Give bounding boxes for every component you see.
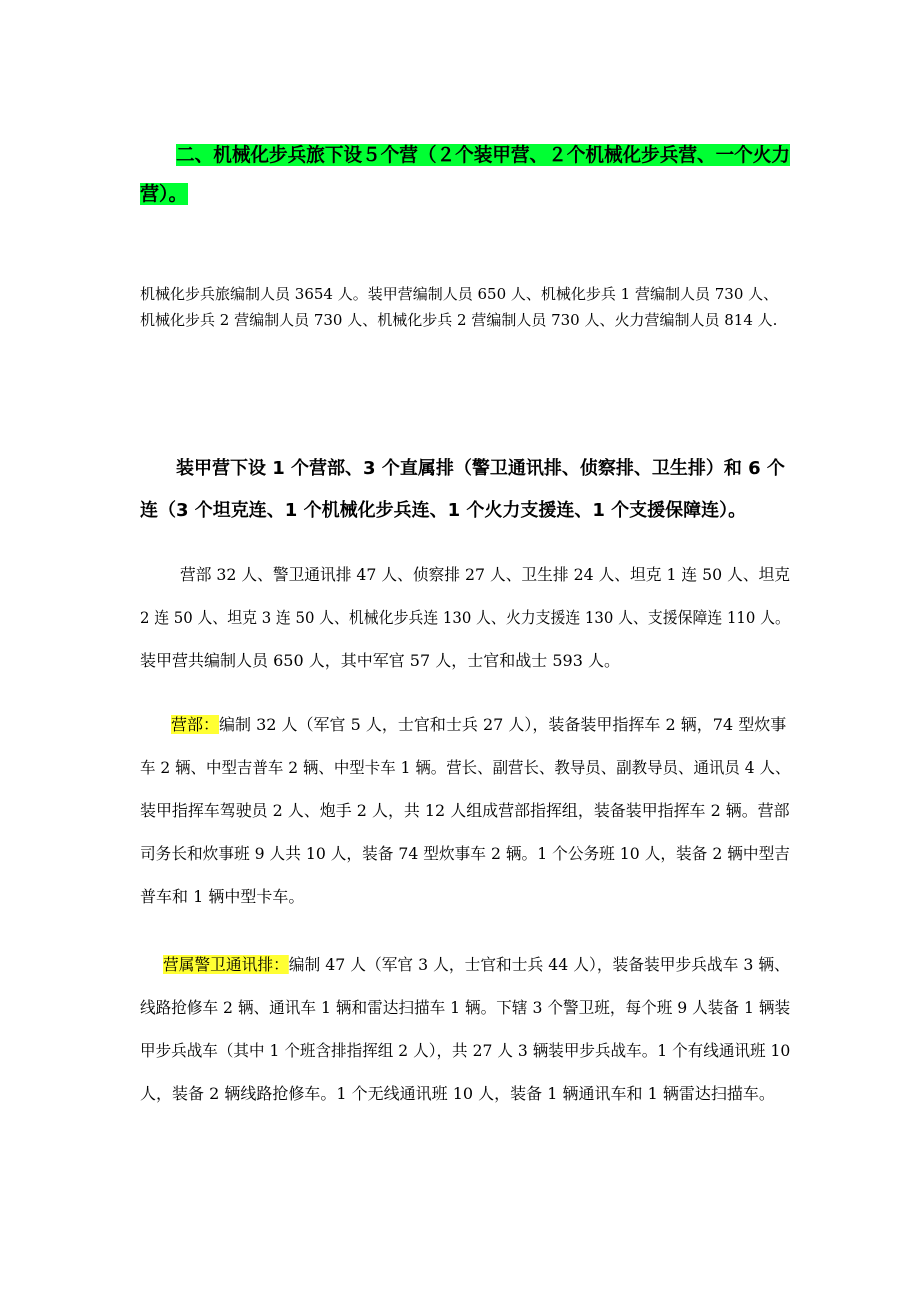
hq-paragraph-line-5: 普车和 1 辆中型卡车。 — [140, 887, 305, 906]
hq-paragraph-line-3: 装甲指挥车驾驶员 2 人、炮手 2 人，共 12 人组成营部指挥组，装备装甲指挥车 2 辆。营部 — [140, 801, 790, 820]
battalion-staffing-line-1: 营部 32 人、警卫通讯排 47 人、侦察排 27 人、卫生排 24 人、坦克 1 连 50 人、坦克 — [180, 565, 791, 584]
hq-paragraph-line-4: 司务长和炊事班 9 人共 10 人，装备 74 型炊事车 2 辆。1 个公务班 10 人，装备 2 辆中型吉 — [140, 844, 790, 863]
guard-comm-paragraph-line-2: 线路抢修车 2 辆、通讯车 1 辆和雷达扫描车 1 辆。下辖 3 个警卫班，每个班 9 人装备 1 辆装 — [140, 998, 791, 1017]
battalion-heading-line-2: 连（3 个坦克连、1 个机械化步兵连、1 个火力支援连、1 个支援保障连）。 — [140, 500, 747, 521]
hq-paragraph-line-2: 车 2 辆、中型吉普车 2 辆、中型卡车 1 辆。营长、副营长、教导员、副教导员、通讯员 4 人、 — [140, 758, 791, 777]
section-heading-line-1 — [176, 144, 791, 166]
guard-comm-paragraph-line-3: 甲步兵战车（其中 1 个班含排指挥组 2 人），共 27 人 3 辆装甲步兵战车。1 个有线通讯班 10 — [140, 1041, 791, 1060]
brigade-staffing-line-2: 机械化步兵 2 营编制人员 730 人、机械化步兵 2 营编制人员 730 人、火力营编制人员 814 人. — [140, 311, 778, 329]
battalion-heading-line-1: 装甲营下设 1 个营部、3 个直属排（警卫通讯排、侦察排、卫生排）和 6 个 — [176, 458, 785, 479]
guard-comm-paragraph-line-1 — [163, 957, 790, 973]
hq-paragraph-line-1 — [171, 717, 786, 733]
battalion-staffing-line-2: 2 连 50 人、坦克 3 连 50 人、机械化步兵连 130 人、火力支援连 130 人、支援保障连 110 人。 — [140, 608, 790, 627]
section-heading-text-1: 二、机械化步兵旅下设５个营（２个装甲营、２个机械化步兵营、一个火力 — [176, 144, 791, 166]
guard-comm-label: 营属警卫通讯排： — [163, 955, 289, 974]
hq-label: 营部： — [171, 715, 220, 734]
hq-text-1: 编制 32 人（军官 5 人，士官和士兵 27 人），装备装甲指挥车 2 辆，74 型炊事 — [219, 715, 787, 734]
brigade-staffing-line-1: 机械化步兵旅编制人员 3654 人。装甲营编制人员 650 人、机械化步兵 1 营编制人员 730 人、 — [140, 285, 779, 303]
section-heading-text-2: 营）。 — [140, 183, 188, 205]
guard-comm-text-1: 编制 47 人（军官 3 人，士官和士兵 44 人），装备装甲步兵战车 3 辆、 — [288, 955, 790, 974]
guard-comm-paragraph-line-4: 人，装备 2 辆线路抢修车。1 个无线通讯班 10 人，装备 1 辆通讯车和 1 辆雷达扫描车。 — [140, 1084, 775, 1103]
battalion-staffing-line-3: 装甲营共编制人员 650 人，其中军官 57 人，士官和战士 593 人。 — [140, 651, 620, 670]
section-heading-line-2 — [140, 185, 188, 204]
